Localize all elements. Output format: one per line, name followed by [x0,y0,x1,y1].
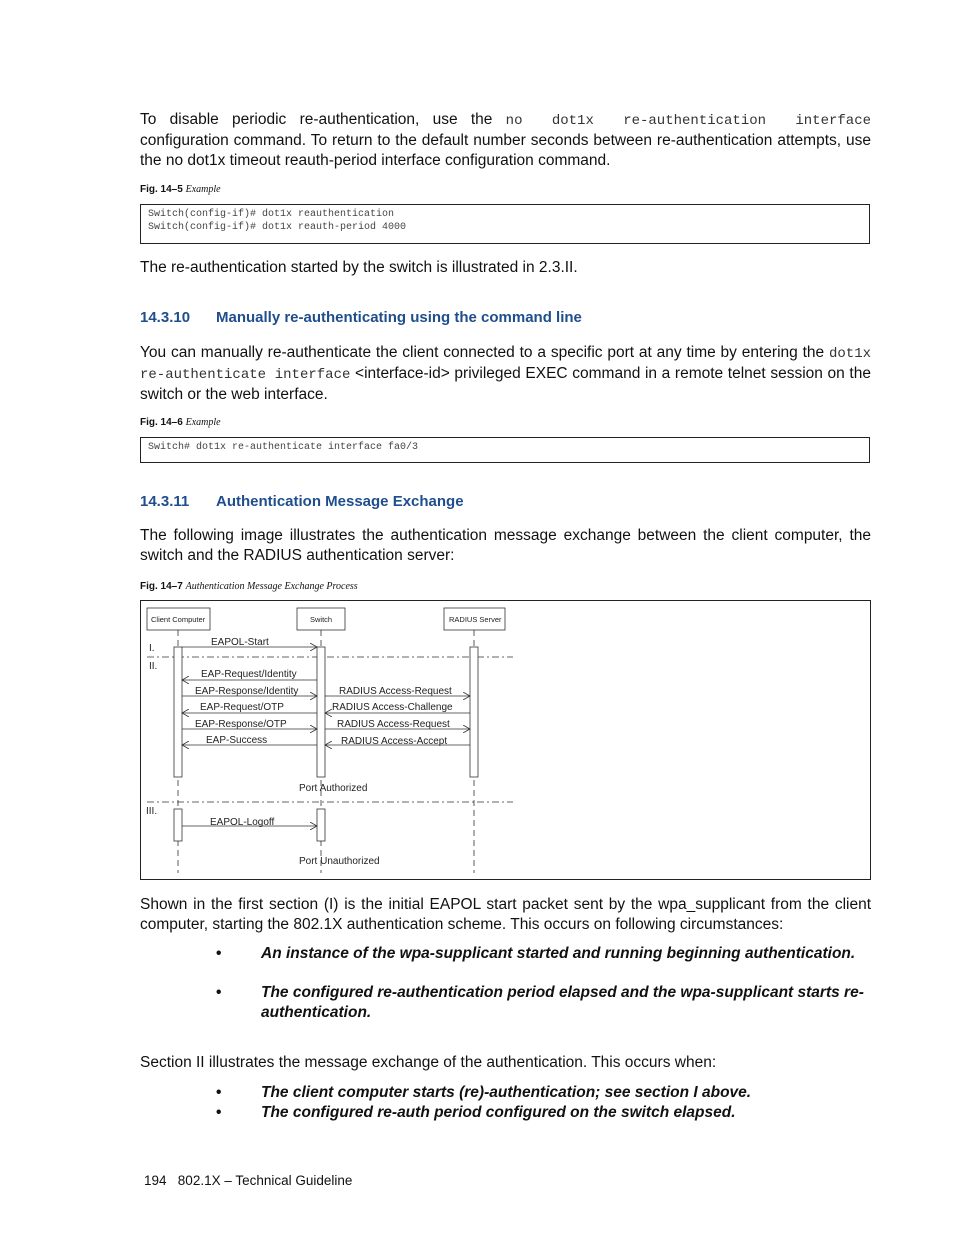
code-line: Switch(config-if)# dot1x reauth-period 4000 [148,222,407,233]
actor-label-client: Client Computer [151,615,206,624]
text: You can manually re-authenticate the client connected to a specific port at any time by entering the [140,344,825,361]
footer-title: 802.1X – Technical Guideline [177,1173,353,1188]
bullet-item [216,1103,876,1123]
sequence-diagram [140,600,871,880]
msg-label: EAPOL-Start [211,637,269,648]
msg-label: RADIUS Access-Accept [341,736,448,747]
section-label-iii: III. [146,806,158,817]
section-number: 14.3.11 [140,493,190,510]
msg-label: RADIUS Access-Request [339,686,452,697]
code-line: Switch(config-if)# dot1x reauthentication [148,209,395,220]
paragraph-message-exchange: The following image illustrates the authentication message exchange between the client computer, the switch and the RADIUS authentication server: [140,527,871,564]
bullet-item [216,944,876,964]
section-title: Manually re-authenticating using the command line [216,309,582,326]
msg-label: EAP-Success [206,735,268,746]
figure-title: Example [185,184,221,195]
code-block [140,437,870,463]
activation-radius [470,647,478,777]
activation-client [174,647,182,777]
sequence-diagram-svg [141,601,870,879]
msg-label: EAP-Request/Identity [201,669,297,680]
code-line: Switch# dot1x re-authenticate interface fa0/3 [148,442,419,453]
bullet-text: An instance of the wpa-supplicant started and running beginning authentication. [261,945,856,962]
section-label-i: I. [149,643,155,654]
msg-label: EAP-Request/OTP [200,702,284,713]
bullet-text: The configured re-auth period configured on the switch elapsed. [261,1104,736,1121]
paragraph-manual-reauth [140,343,871,405]
section-label-ii: II. [149,661,158,672]
figure-label: Fig. 14–5 [140,184,183,195]
activation-client-logoff [174,809,182,841]
figure-title: Authentication Message Exchange Process [185,581,358,592]
msg-label: RADIUS Access-Challenge [332,702,453,713]
bullet-dot: • [216,945,222,962]
bullet-dot: • [216,1104,222,1121]
activation-switch-logoff [317,809,325,841]
figure-caption [140,417,221,429]
paragraph-reauth-illustrated: The re-authentication started by the switch is illustrated in 2.3.II. [140,259,578,276]
figure-title: Example [185,417,221,428]
code-block [140,204,870,244]
section-number: 14.3.10 [140,309,191,326]
text: To disable periodic re-authentication, use the [140,111,493,128]
figure-label: Fig. 14–7 [140,581,183,592]
section-title: Authentication Message Exchange [216,493,464,510]
bullet-item [216,1083,876,1103]
actor-label-radius: RADIUS Server [449,615,502,624]
section-heading [140,493,464,510]
bullet-item [216,983,876,1023]
paragraph-disable-reauth [140,110,871,171]
section-heading [140,309,582,326]
state-label: Port Authorized [299,783,368,794]
inline-code: no dot1x re-authentication interface [505,113,871,129]
bullet-text: The configured re-authentication period elapsed and the wpa-supplicant starts re-authentication. [261,984,864,1021]
bullet-dot: • [216,1084,222,1101]
state-label: Port Unauthorized [299,856,380,867]
page-footer [144,1173,352,1188]
bullet-dot: • [216,984,222,1001]
msg-label: EAPOL-Logoff [210,817,275,828]
paragraph-section-i: Shown in the first section (I) is the initial EAPOL start packet sent by the wpa_supplicant from the client computer, starting the 802.1X authentication scheme. This occurs on following circumstances: [140,896,871,933]
msg-label: EAP-Response/OTP [195,719,287,730]
figure-caption [140,581,358,593]
bullet-text: The client computer starts (re)-authentication; see section I above. [261,1084,752,1101]
msg-label: EAP-Response/Identity [195,686,299,697]
actor-label-switch: Switch [310,615,333,624]
figure-caption [140,184,221,196]
text: <interface-id> privileged EXEC command in a remote telnet session on the switch or the web interface. [140,365,871,403]
page-number: 194 [144,1173,167,1188]
paragraph-section-ii: Section II illustrates the message exchange of the authentication. This occurs when: [140,1054,717,1071]
inline-code: dot1x re-authenticate interface [140,346,871,383]
msg-label: RADIUS Access-Request [337,719,450,730]
text: configuration command. To return to the default number seconds between re-authentication attempts, use the no dot1x timeout reauth-period interface configuration command. [140,132,871,169]
activation-switch [317,647,325,777]
figure-label: Fig. 14–6 [140,417,183,428]
